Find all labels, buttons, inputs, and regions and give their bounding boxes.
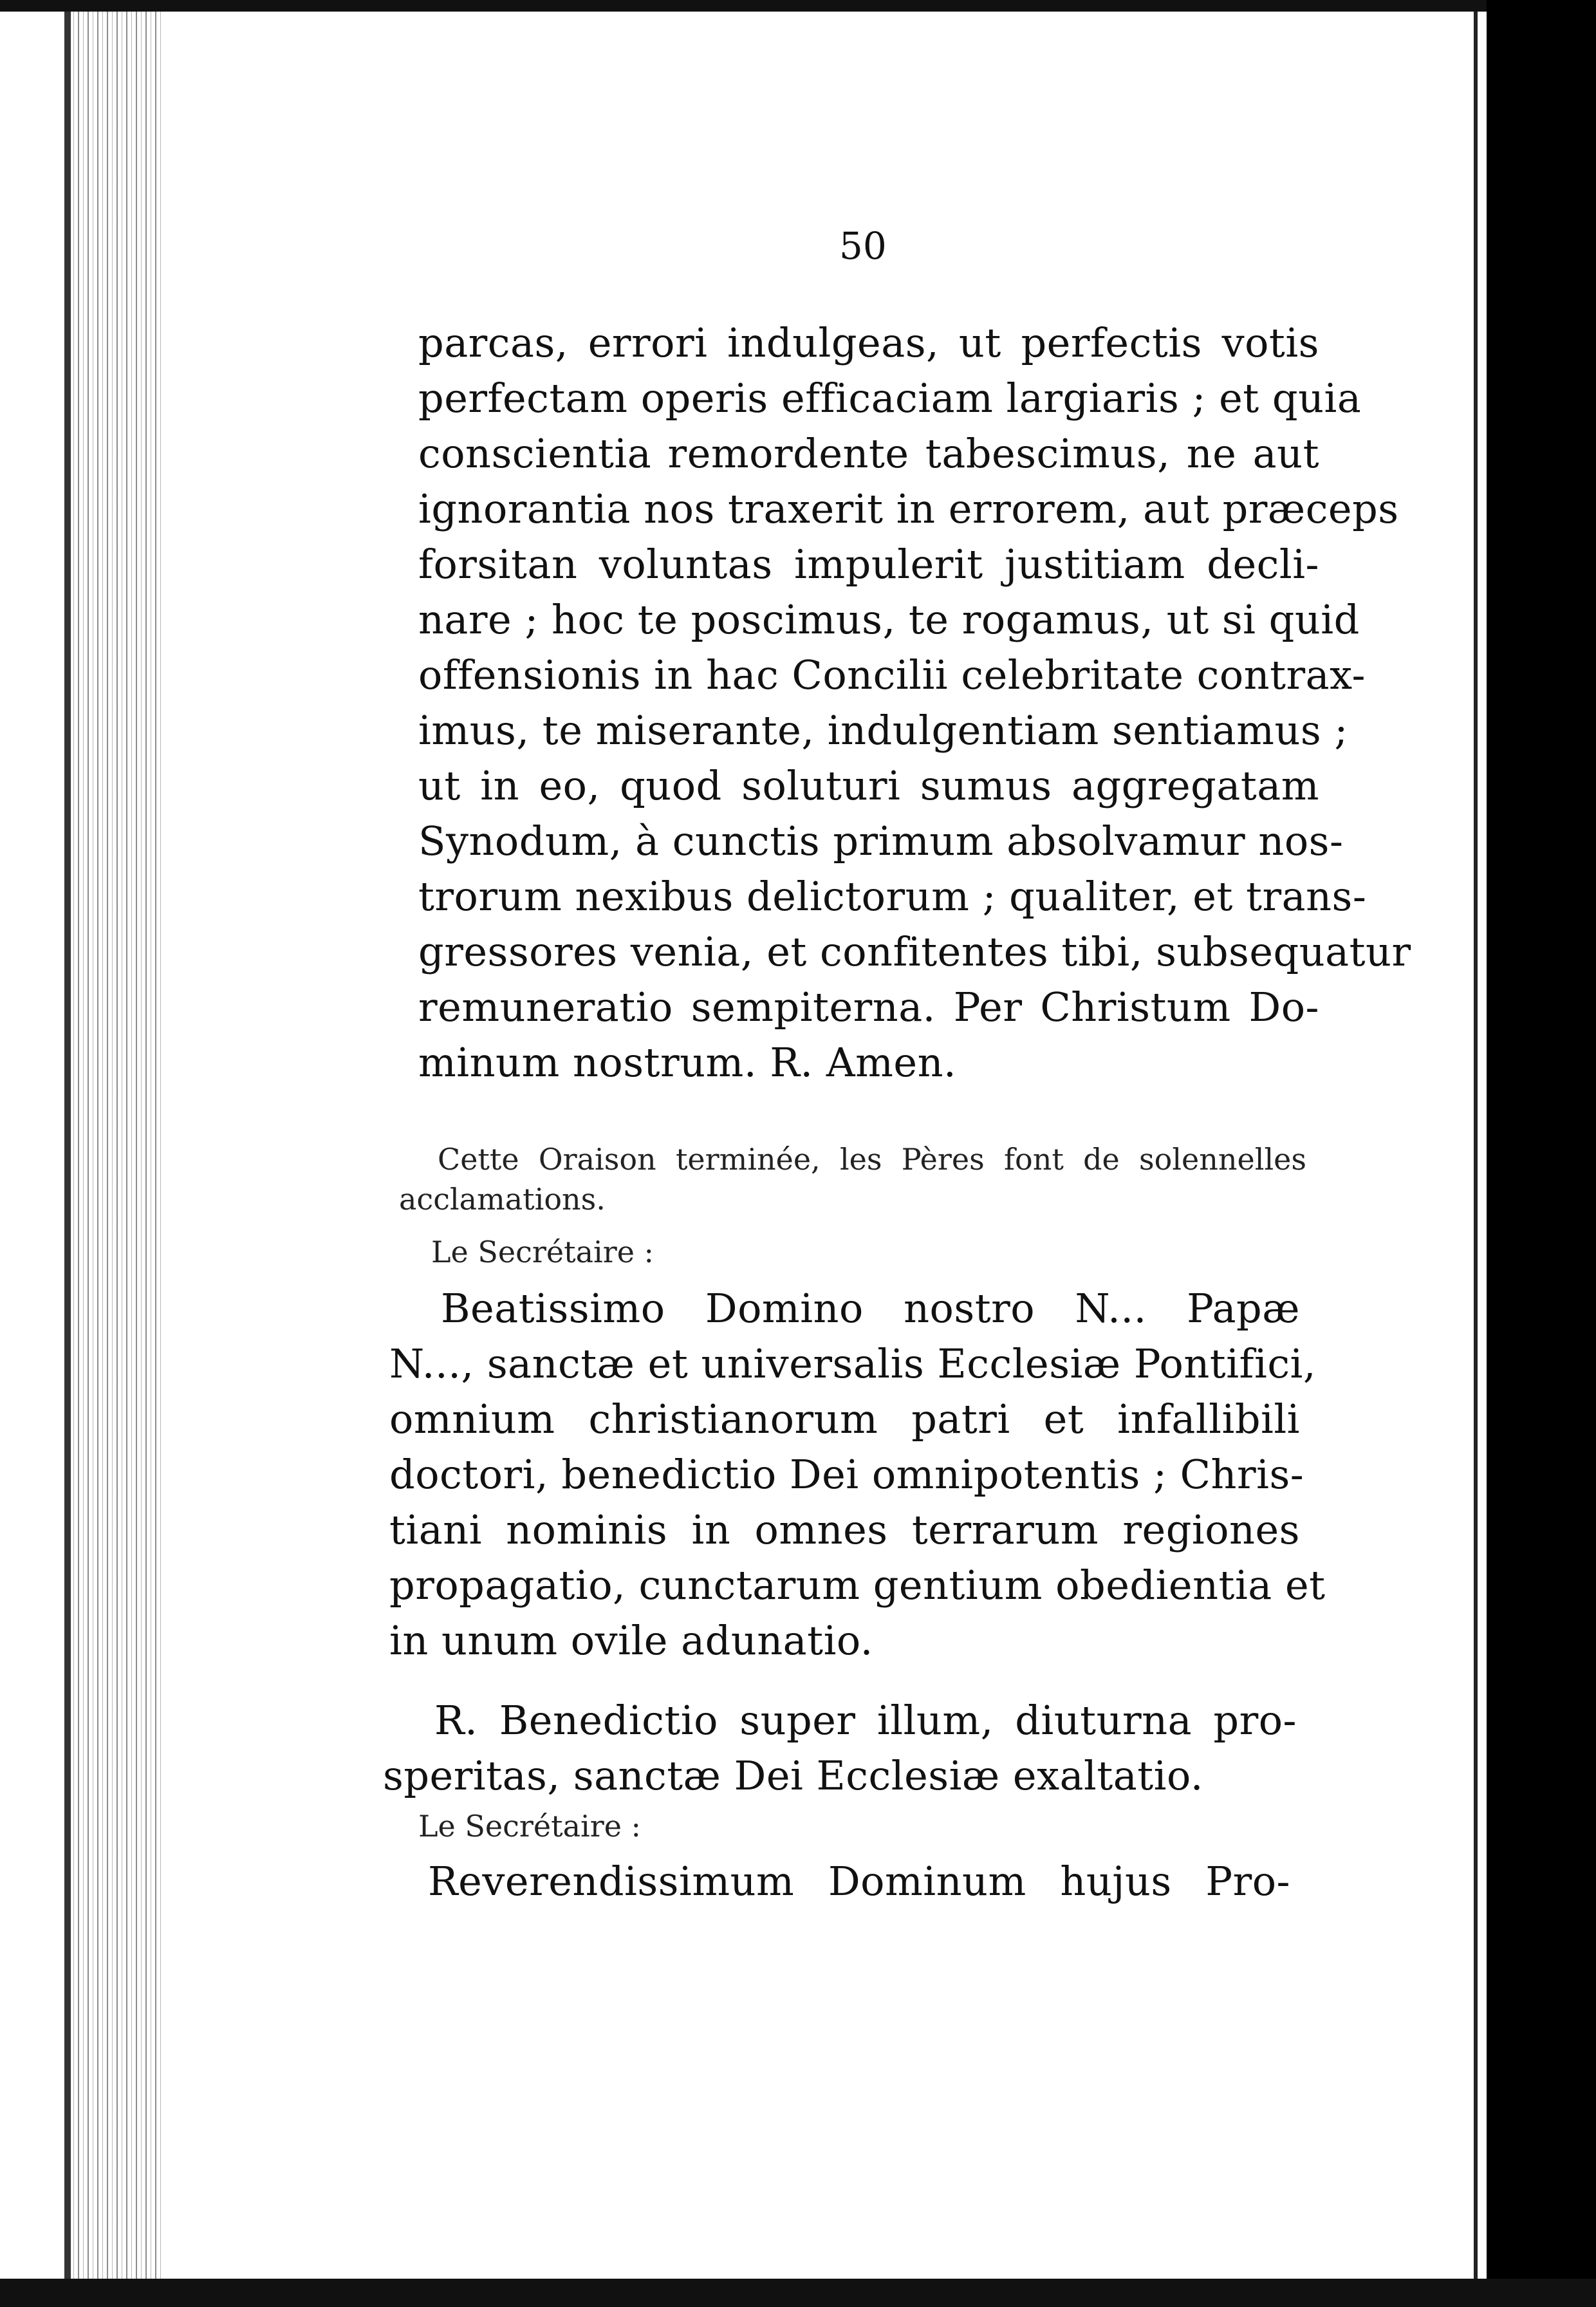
rubric-line: acclamations. [399, 1182, 606, 1217]
text-line: speritas, sanctæ Dei Ecclesiæ exaltatio. [383, 1752, 1203, 1799]
text-line: remuneratio sempiterna. Per Christum Do- [418, 984, 1319, 1031]
scan-border-bottom [0, 2279, 1596, 2307]
text-line: gressores venia, et confitentes tibi, subsequatur [418, 928, 1411, 975]
text-line: conscientia remordente tabescimus, ne aut [418, 430, 1319, 477]
text-line: doctori, benedictio Dei omnipotentis ; Chris- [389, 1451, 1304, 1498]
scan-border-right [1487, 0, 1596, 2307]
text-line: imus, te miserante, indulgentiam sentiamus ; [418, 707, 1348, 754]
text-line: propagatio, cunctarum gentium obedientia et [389, 1562, 1326, 1609]
text-line: N..., sanctæ et universalis Ecclesiæ Pontifici, [389, 1340, 1317, 1387]
text-line: Reverendissimum Dominum hujus Pro- [428, 1858, 1290, 1905]
text-line: tiani nominis in omnes terrarum regiones [389, 1506, 1300, 1553]
rubric-note [399, 1139, 1306, 1219]
page-gutter [64, 12, 161, 2279]
text-line: minum nostrum. R. Amen. [418, 1039, 957, 1086]
scan-border-top [0, 0, 1596, 12]
acclamation-paragraph [428, 1854, 1290, 1909]
gutter-edge [64, 12, 71, 2279]
text-line: ut in eo, quod soluturi sumus aggregatam [418, 762, 1319, 809]
text-line: ignorantia nos traxerit in errorem, aut præceps [418, 485, 1399, 532]
secretary-label: Le Secrétaire : [431, 1235, 654, 1269]
text-line: parcas, errori indulgeas, ut perfectis votis [418, 319, 1319, 366]
text-line: perfectam operis efficaciam largiaris ; et quia [418, 375, 1362, 422]
text-line: Synodum, à cunctis primum absolvamur nos- [418, 817, 1344, 864]
acclamation-paragraph [389, 1281, 1326, 1668]
text-line: omnium christianorum patri et infallibili [389, 1396, 1300, 1443]
text-line: nare ; hoc te poscimus, te rogamus, ut si quid [418, 596, 1360, 643]
rubric-line: Cette Oraison terminée, les Pères font de solennelles [438, 1142, 1306, 1177]
text-line: Beatissimo Domino nostro N... Papæ [441, 1285, 1300, 1332]
oration-paragraph [418, 315, 1411, 1090]
text-line: forsitan voluntas impulerit justitiam decli- [418, 541, 1319, 588]
page-number: 50 [839, 224, 887, 268]
text-line: R. Benedictio super illum, diuturna pro- [434, 1697, 1297, 1744]
text-line: trorum nexibus delictorum ; qualiter, et trans- [418, 873, 1367, 920]
response-paragraph [383, 1693, 1297, 1804]
secretary-label: Le Secrétaire : [418, 1809, 642, 1844]
text-line: in unum ovile adunatio. [389, 1617, 873, 1664]
text-line: offensionis in hac Concilii celebritate contrax- [418, 651, 1366, 698]
